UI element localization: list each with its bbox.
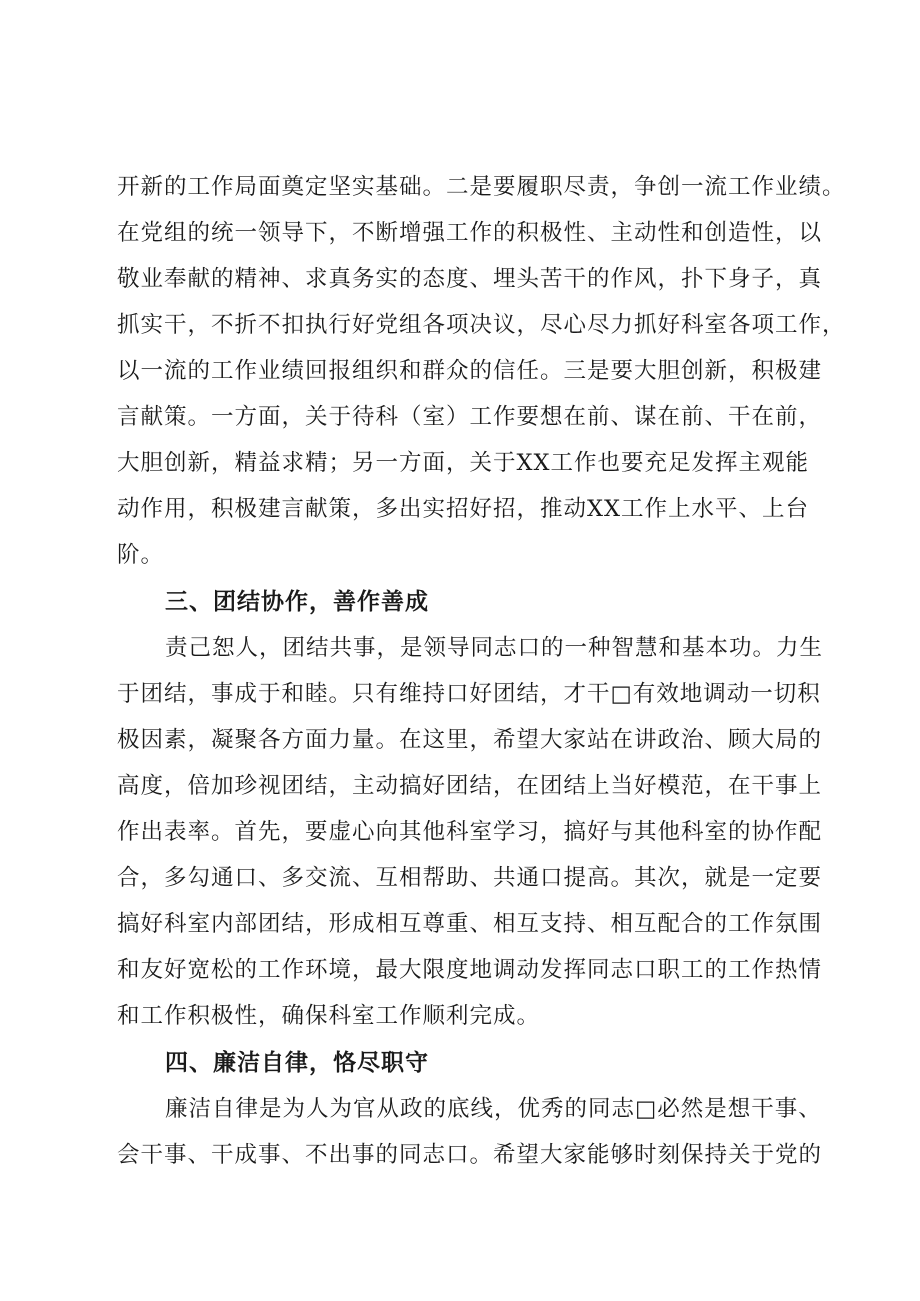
paragraph-line: 作出表率。首先，要虚心向其他科室学习，搞好与其他科室的协作配 [117, 819, 823, 845]
paragraph-line: 言献策。一方面，关于待科（室）工作要想在前、谋在前、干在前， [117, 404, 823, 430]
paragraph-line: 极因素，凝聚各方面力量。在这里，希望大家站在讲政治、顾大局的 [117, 727, 823, 753]
paragraph-line: 以一流的工作业绩回报组织和群众的信任。三是要大胆创新，积极建 [117, 358, 823, 384]
paragraph-line: 敬业奉献的精神、求真务实的态度、埋头苦干的作风，扑下身子，真 [117, 266, 823, 292]
paragraph-line: 会干事、干成事、不出事的同志口。希望大家能够时刻保持关于党的 [117, 1142, 823, 1168]
paragraph-line: 在党组的统一领导下，不断增强工作的积极性、主动性和创造性，以 [117, 220, 823, 246]
paragraph-line: 开新的工作局面奠定坚实基础。二是要履职尽责，争创一流工作业绩。 [117, 174, 846, 200]
section-heading-3: 三、团结协作，善作善成 [165, 589, 429, 615]
paragraph-line: 合，多勾通口、多交流、互相帮助、共通口提高。其次，就是一定要 [117, 865, 823, 891]
paragraph-line: 动作用，积极建言献策，多出实招好招，推动XX工作上水平、上台 [117, 496, 810, 522]
paragraph-line: 和友好宽松的工作环境，最大限度地调动发挥同志口职工的工作热情 [117, 957, 823, 983]
paragraph-line: 责己恕人，团结共事，是领导同志口的一种智慧和基本功。力生 [165, 635, 824, 661]
paragraph-line: 大胆创新，精益求精；另一方面，关于XX工作也要充足发挥主观能 [117, 450, 810, 476]
paragraph-line: 和工作积极性，确保科室工作顺利完成。 [117, 1003, 541, 1029]
section-heading-4: 四、廉洁自律，恪尽职守 [165, 1050, 429, 1076]
paragraph-line: 廉洁自律是为人为官从政的底线，优秀的同志□必然是想干事、 [165, 1096, 822, 1122]
paragraph-line: 高度，倍加珍视团结，主动搞好团结，在团结上当好模范，在干事上 [117, 773, 823, 799]
paragraph-line: 阶。 [117, 542, 165, 568]
paragraph-line: 于团结，事成于和睦。只有维持口好团结，才干□有效地调动一切积 [117, 681, 821, 707]
paragraph-line: 搞好科室内部团结，形成相互尊重、相互支持、相互配合的工作氛围 [117, 911, 823, 937]
paragraph-line: 抓实干，不折不扣执行好党组各项决议，尽心尽力抓好科室各项工作， [117, 312, 846, 338]
